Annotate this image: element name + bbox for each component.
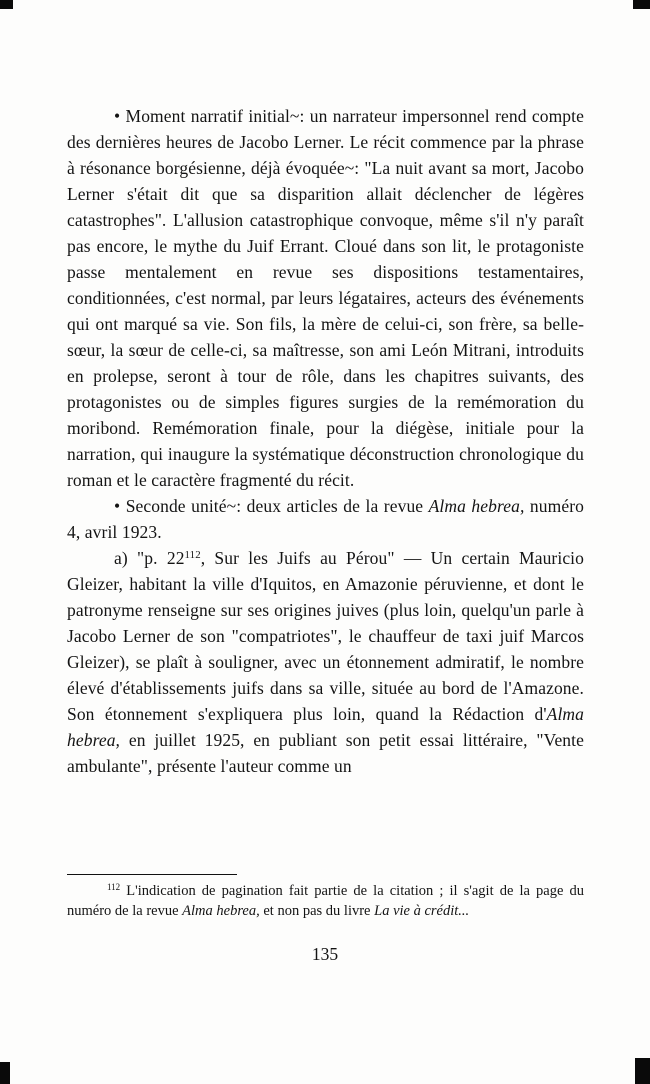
journal-title: Alma hebrea, <box>67 704 584 750</box>
footnote-112 <box>67 882 584 921</box>
page-number: 135 <box>311 944 339 964</box>
paragraph-text: , Sur les Juifs au Pérou" — Un certain Mauricio Gleizer, habitant la ville d'Iquitos, en Amazonie péruvienne, et dont le patronyme renseigne sur ses origines juives (plus loin, quelqu'un parle à Jacobo Lerner de son "compatriotes", le chauffeur de taxi juif Marcos Gleizer), se plaît à souligner, avec un étonnement admiratif, le nombre élevé d'établissements juifs dans sa ville, située au bord de l'Amazone. Son étonnement s'expliquera plus loin, quand la Rédaction d' <box>67 548 584 724</box>
paragraph-text: a) "p. 22 <box>114 548 185 568</box>
journal-title: Alma hebrea, <box>182 902 260 919</box>
paragraph-seconde-unite <box>67 493 584 545</box>
paragraph-text: • Moment narratif initial~: un narrateur impersonnel rend compte des dernières heures de Jacobo Lerner. Le récit commence par la phrase à résonance borgésienne, déjà évoquée~: "La nuit avant sa mort, Jacobo Lerner s'était dit que sa disparition allait déclencher de légères catastrophes". L'allusion catastrophique convoque, même s'il n'y paraît pas encore, le mythe du Juif Errant. Cloué dans son lit, le protagoniste passe mentalement en revue ses dispositions testamentaires, conditionnées, c'est normal, par leurs légataires, acteurs des événements qui ont marqué sa vie. Son fils, la mère de celui-ci, son frère, sa belle-sœur, la sœur de celle-ci, sa maîtresse, son ami León Mitrani, introduits en prolepse, seront à tour de rôle, dans les chapitres suivants, des protagonistes ou de simples figures surgies de la remémoration du moribond. Remémoration finale, pour la diégèse, initiale pour la narration, qui inaugure la systématique déconstruction chronologique du roman et le caractère fragmenté du récit. <box>67 106 584 490</box>
scan-artifact-top-left <box>0 0 13 9</box>
scan-artifact-bottom-right <box>635 1058 650 1084</box>
paragraph-text: numéro 4, avril 1923. <box>67 496 584 542</box>
paragraph-text: en juillet 1925, en publiant son petit essai littéraire, "Vente ambulante", présente l'auteur comme un <box>67 730 584 776</box>
footnote-text: L'indication de pagination fait partie de la citation ; il s'agit de la page du numéro de la revue <box>67 883 584 919</box>
journal-title: Alma hebrea, <box>428 496 525 516</box>
scan-artifact-top-right <box>633 0 650 9</box>
footnote-reference: 112 <box>184 549 201 562</box>
footnote-section <box>67 874 584 921</box>
book-title: La vie à crédit... <box>374 902 470 919</box>
paragraph-moment-narratif <box>67 103 584 493</box>
scan-artifact-bottom-left <box>0 1062 10 1084</box>
paragraph-article-a <box>67 545 584 779</box>
paragraph-text: • Seconde unité~: deux articles de la revue <box>114 496 429 516</box>
footnote-text: et non pas du livre <box>259 902 375 919</box>
footnote-separator <box>67 874 237 875</box>
main-text-block <box>67 103 584 779</box>
footnote-number: 112 <box>107 882 121 893</box>
